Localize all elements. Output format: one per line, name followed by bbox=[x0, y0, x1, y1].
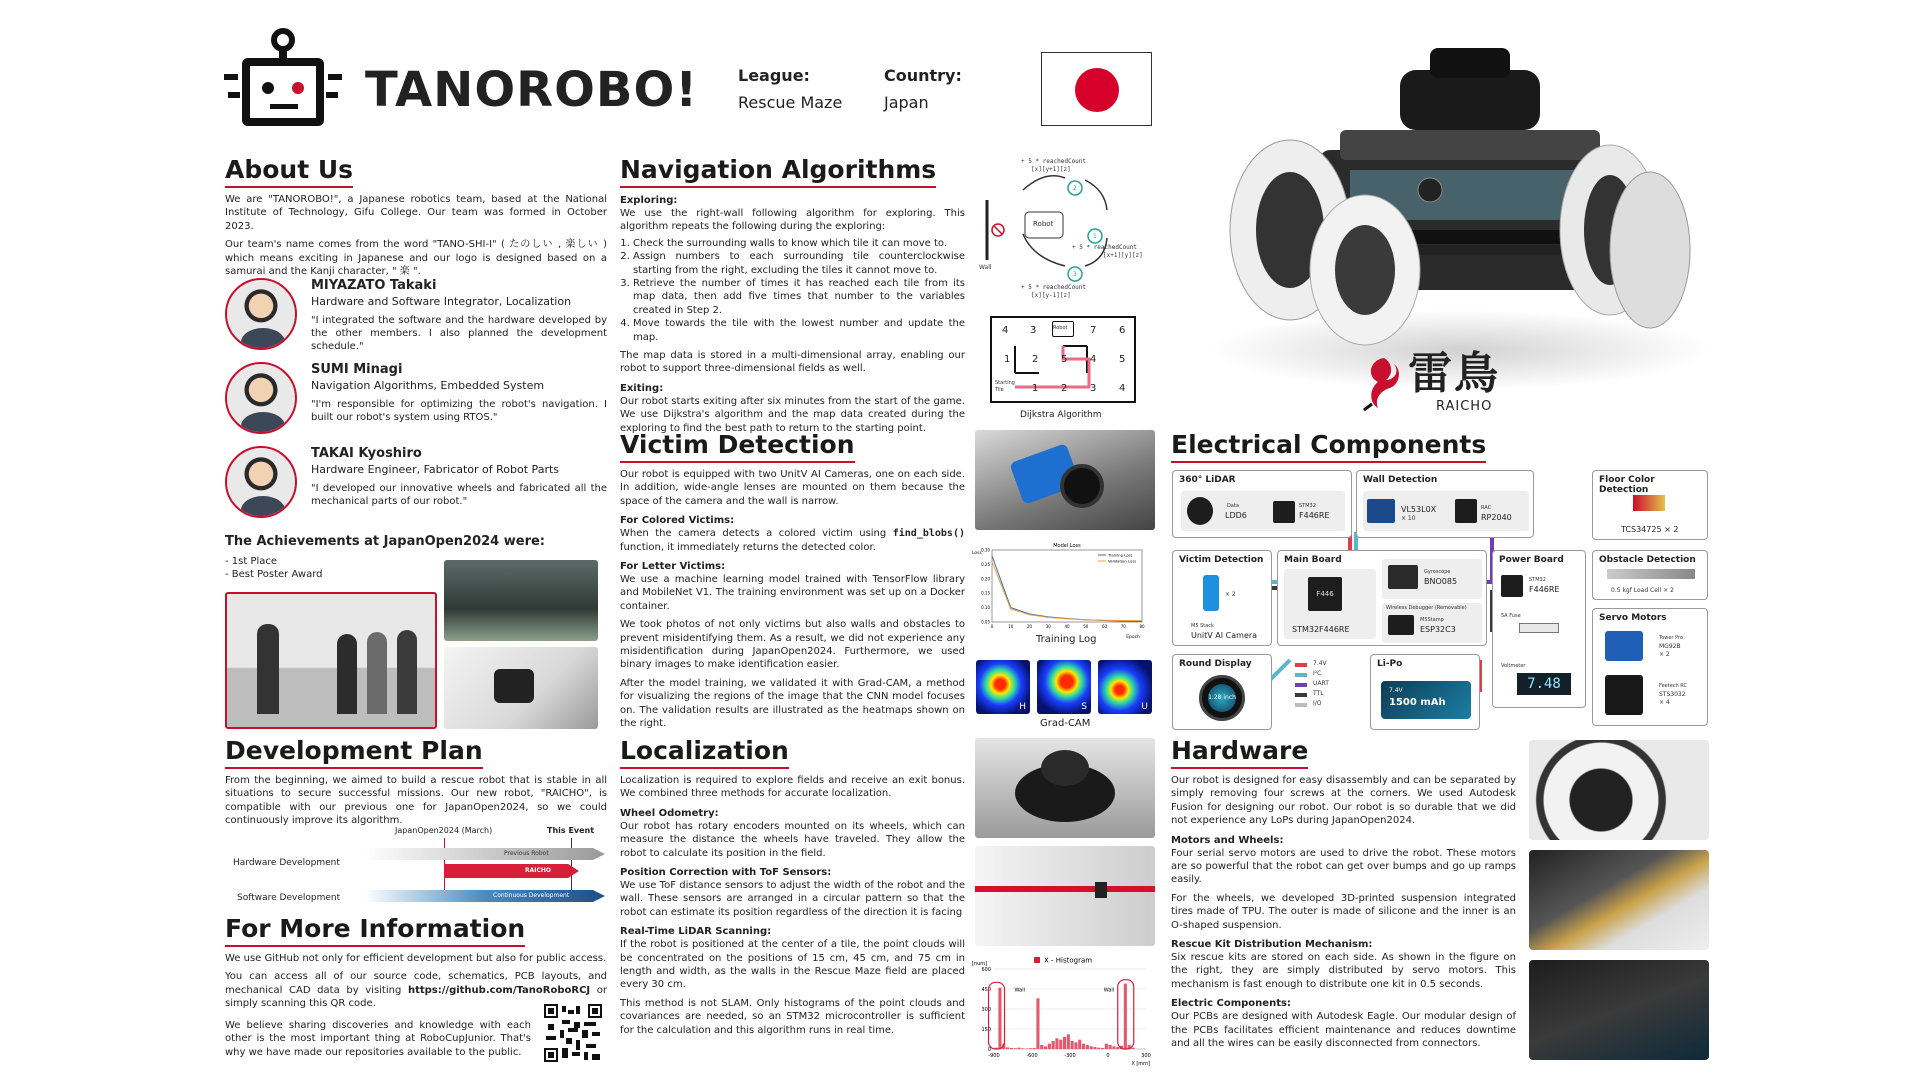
members-list bbox=[225, 278, 607, 518]
wire-legend bbox=[1295, 660, 1365, 720]
histogram-bar bbox=[1021, 1048, 1024, 1049]
victim-section bbox=[620, 430, 965, 731]
victim-text-2: When the camera detects a colored victim using find_blobs() function, it immediately returns the detected color. bbox=[620, 528, 965, 553]
y-tick-label: 0.30 bbox=[981, 547, 990, 553]
chip-count: × 2 bbox=[1225, 591, 1236, 598]
victim-letter-heading: For Letter Victims: bbox=[620, 561, 726, 573]
diag-bottom-index: [x][y-1][z] bbox=[1031, 292, 1071, 299]
nav-exiting-heading: Exiting: bbox=[620, 382, 664, 394]
histogram-bar bbox=[1025, 1048, 1028, 1049]
avatar bbox=[225, 278, 297, 350]
x-tick-label: 60 bbox=[1101, 624, 1108, 629]
nav-step: 1. Check the surrounding walls to know which tile it can move to. bbox=[633, 237, 965, 250]
mcu-chip-icon bbox=[1455, 499, 1477, 523]
histogram-bar bbox=[1086, 1045, 1089, 1049]
raicho-kanji: 雷鳥 bbox=[1408, 348, 1500, 399]
x-tick-label: -300 bbox=[1064, 1053, 1076, 1059]
chip-vendor: Data bbox=[1227, 503, 1239, 509]
legend-label: I/O bbox=[1313, 700, 1322, 707]
member-card bbox=[225, 362, 605, 434]
x-tick-label: 0 bbox=[1106, 1053, 1110, 1059]
servo-motor-icon bbox=[1605, 631, 1643, 661]
y-tick-label: 0.05 bbox=[981, 619, 990, 625]
info-text-1: We use GitHub not only for efficient development but also for public access. bbox=[225, 953, 607, 964]
tof-sensor-icon bbox=[1367, 499, 1395, 523]
nav-title: Navigation Algorithms bbox=[620, 155, 936, 188]
chip-vendor: Gyroscope bbox=[1424, 569, 1451, 575]
hw-text-2: Four serial servo motors are used to drive the robot. These motors are so powerful that the robot can get over bumps and go up ramps easily. bbox=[1171, 847, 1516, 886]
round-display-box bbox=[1172, 654, 1272, 730]
diag-num-3: 3 bbox=[1073, 271, 1077, 278]
member-role: Navigation Algorithms, Embedded System bbox=[311, 379, 545, 392]
histogram-bar bbox=[1097, 1048, 1100, 1049]
loc-heading-3: Real-Time LiDAR Scanning: bbox=[620, 926, 772, 938]
y-tick-label: 0.20 bbox=[981, 576, 990, 582]
bar-previous bbox=[365, 848, 605, 860]
gyroscope-icon bbox=[1388, 565, 1418, 589]
debugger-label: Wireless Debugger (Removable) bbox=[1386, 605, 1467, 611]
hw-text-4: Six rescue kits are stored on each side. As shown in the figure on the right, they are simply distributed by servo motors. This mechanism is fast enough to distribute one kit in 0.5 seconds. bbox=[1171, 952, 1516, 990]
servo-motor-icon bbox=[1605, 675, 1643, 715]
main-board-box bbox=[1277, 550, 1487, 646]
y-axis-label: [num] bbox=[972, 961, 988, 967]
hw-text-3: For the wheels, we developed 3D-printed suspension integrated tires made of TPU. The outer is made of silicone and the inner is an O-shaped suspension. bbox=[1171, 892, 1516, 931]
chip-vendor: M5Stamp bbox=[1420, 617, 1444, 623]
dijkstra-grid bbox=[990, 316, 1136, 403]
x-tick-label: -600 bbox=[1026, 1053, 1038, 1059]
x-tick-label: 80 bbox=[1139, 624, 1145, 629]
chart-title: X - Histogram bbox=[1044, 956, 1093, 965]
lidar-photo bbox=[975, 738, 1155, 838]
battery-capacity: 1500 mAh bbox=[1389, 697, 1446, 708]
grid-cell: 5 bbox=[1061, 354, 1068, 365]
nav-steps bbox=[620, 237, 965, 344]
histogram-bar bbox=[1010, 1048, 1013, 1049]
member-quote: "I'm responsible for optimizing the robot's navigation. I built our robot's system using RTOS." bbox=[311, 399, 607, 423]
wall-label: Wall bbox=[1014, 987, 1026, 994]
member-quote: "I integrated the software and the hardware developed by the other members. I also planned the development schedule." bbox=[311, 315, 607, 352]
achievement-item: - Best Poster Award bbox=[225, 569, 323, 580]
bar-continuous-label: Continuous Development bbox=[493, 892, 570, 899]
code-find-blobs: find_blobs() bbox=[892, 528, 965, 540]
chip-count: × 10 bbox=[1401, 515, 1416, 522]
histogram-bar bbox=[1006, 1047, 1009, 1049]
info-text-2: You can access all of our source code, schematics, PCB layouts, and mechanical CAD data by visiting https://github.com/TanoRoboRCJ or simply scanning this QR code. bbox=[225, 971, 607, 1010]
histogram-bar bbox=[1014, 1048, 1017, 1049]
wall-label: Wall bbox=[1103, 987, 1115, 994]
team-logo bbox=[224, 28, 342, 128]
x-tick-label: 0 bbox=[990, 624, 994, 629]
box-title: Victim Detection bbox=[1179, 555, 1264, 565]
localization-title: Localization bbox=[620, 736, 789, 769]
debugger-icon bbox=[1388, 615, 1414, 635]
timeline-col-label: This Event bbox=[547, 826, 595, 835]
histogram-bar bbox=[1017, 1048, 1020, 1049]
y-tick-label: 450 bbox=[981, 987, 991, 993]
devplan-title: Development Plan bbox=[225, 736, 483, 769]
x-tick-label: -900 bbox=[988, 1053, 1000, 1059]
chip-vendor: Feetech RC bbox=[1659, 683, 1688, 689]
grid-cell: 3 bbox=[1090, 383, 1097, 394]
diag-num-2: 2 bbox=[1073, 185, 1077, 192]
grid-robot: Robot bbox=[1053, 325, 1068, 331]
victim-text-5: After the model training, we validated it with Grad-CAM, a method for visualizing the regions of the image that the CNN model focuses on. The validation results are illustrated as the heatmaps shown on the right. bbox=[620, 677, 965, 730]
grid-cell: 4 bbox=[1119, 383, 1126, 394]
x-tick-label: 20 bbox=[1026, 624, 1033, 629]
histogram-bar bbox=[1033, 1048, 1036, 1049]
battery-icon bbox=[1381, 681, 1471, 719]
loc-text-2: Our robot has rotary encoders mounted on its wheels, which can measure the distance the wheels have traveled. They allow the robot to calculate its position in the field. bbox=[620, 820, 965, 859]
legend-swatch bbox=[1295, 673, 1307, 677]
nav-text-1: We use the right-wall following algorithm for exploring. This algorithm repeats the following during the exploring: bbox=[620, 208, 965, 233]
japan-flag bbox=[1041, 52, 1152, 126]
member-name: MIYAZATO Takaki bbox=[311, 278, 437, 293]
display-reading: 1.28 inch bbox=[1208, 684, 1236, 712]
victim-text-1: Our robot is equipped with two UnitV AI Cameras, one on each side. In addition, wide-angle lenses are mounted on them because the space of the camera and the wall is narrow. bbox=[620, 469, 965, 507]
x-tick-label: 30 bbox=[1045, 624, 1051, 629]
timeline-col-label: JapanOpen2024 (March) bbox=[395, 826, 493, 835]
about-text-2: Our team's name comes from the word "TANO-SHI-I" ( たのしい , 楽しい ) which means exciting in Japanese and our logo is designed based on a samurai and the Kanji character, " 楽 ". bbox=[225, 239, 607, 278]
histogram-bar bbox=[998, 988, 1001, 1049]
color-sensor-icon bbox=[1633, 495, 1665, 511]
wall-detection-box bbox=[1356, 470, 1534, 538]
legend-swatch bbox=[1295, 683, 1307, 687]
diag-right-index: [x+1][y][z] bbox=[1103, 252, 1143, 259]
gradcam-heatmap-u: U bbox=[1098, 660, 1152, 714]
x-tick-label: 40 bbox=[1064, 624, 1070, 629]
nav-step: 2. Assign numbers to each surrounding tile counterclockwise starting from the right, excluding the tiles it cannot move to. bbox=[633, 250, 965, 277]
about-section bbox=[225, 155, 607, 278]
about-text-1: We are "TANOROBO!", a Japanese robotics team, based at the National Institute of Technology, Gifu College. Our team was formed in October 2023. bbox=[225, 194, 607, 232]
grid-cell: 3 bbox=[1030, 325, 1037, 336]
nav-step: 4. Move towards the tile with the lowest number and update the map. bbox=[633, 317, 965, 344]
histogram-bar bbox=[1067, 1034, 1070, 1049]
country-label: Country: bbox=[884, 66, 962, 85]
country-value: Japan bbox=[884, 93, 929, 112]
fuse-icon bbox=[1519, 623, 1559, 633]
mcu-chip-icon bbox=[1273, 501, 1295, 523]
chip-name: ESP32C3 bbox=[1420, 625, 1456, 634]
lidar-box bbox=[1172, 470, 1352, 538]
chart-title: Model Loss bbox=[1053, 543, 1081, 549]
hardware-section bbox=[1171, 736, 1516, 1051]
info-section bbox=[225, 914, 607, 1011]
tof-photo bbox=[975, 846, 1155, 946]
diag-robot-label: Robot bbox=[1033, 220, 1054, 228]
legend-label: Validation Loss bbox=[1108, 558, 1137, 564]
bar-raicho bbox=[444, 864, 579, 878]
x-tick-label: 70 bbox=[1120, 624, 1126, 629]
diag-wall-label: Wall bbox=[979, 264, 992, 271]
histogram-bar bbox=[1040, 1045, 1043, 1049]
box-title: Floor Color Detection bbox=[1599, 475, 1655, 495]
chip-vendor: STM32 bbox=[1299, 503, 1316, 509]
histogram-bar bbox=[1044, 1046, 1047, 1049]
qr-code[interactable] bbox=[544, 1004, 602, 1062]
load-cell-icon bbox=[1607, 569, 1695, 579]
histogram-bar bbox=[1048, 1044, 1051, 1049]
timeline-row-label: Software Development bbox=[237, 893, 341, 903]
y-tick-label: 300 bbox=[981, 1007, 991, 1013]
grid-cell: 6 bbox=[1119, 325, 1126, 336]
main-mcu-icon: F446 bbox=[1308, 577, 1342, 611]
hw-heading-2: Rescue Kit Distribution Mechanism: bbox=[1171, 939, 1373, 951]
grid-cell: 7 bbox=[1090, 325, 1097, 336]
grid-cell: 5 bbox=[1119, 354, 1126, 365]
diag-right-label: + 5 * reachedCount bbox=[1072, 244, 1138, 251]
box-title: 360° LiDAR bbox=[1179, 475, 1236, 485]
member-role: Hardware and Software Integrator, Localization bbox=[311, 295, 572, 308]
histogram-bar bbox=[1116, 1047, 1119, 1049]
histogram-bar bbox=[1109, 1045, 1112, 1049]
chip-vendor: RAC bbox=[1481, 505, 1492, 511]
about-title: About Us bbox=[225, 155, 353, 188]
achievement-item: - 1st Place bbox=[225, 556, 278, 567]
floor-color-box bbox=[1592, 470, 1708, 540]
victim-title: Victim Detection bbox=[620, 430, 855, 463]
victim-detection-box bbox=[1172, 550, 1272, 646]
chip-vendor: M5 Stack bbox=[1191, 623, 1214, 629]
info-text-3: We believe sharing discoveries and knowledge with each other is the most important thing at RoboCupJunior. That's why we have made our repositories available to the public. bbox=[225, 1020, 531, 1058]
grid-cell: 2 bbox=[1061, 383, 1068, 394]
lipo-box bbox=[1370, 654, 1480, 730]
y-tick-label: 0.10 bbox=[981, 605, 990, 611]
victim-text-3: We use a machine learning model trained with TensorFlow library and MobileNet V1. The training environment was set up on a Docker container. bbox=[620, 574, 965, 612]
competition-photo bbox=[444, 560, 598, 641]
hardware-title: Hardware bbox=[1171, 736, 1308, 769]
avatar bbox=[225, 446, 297, 518]
histogram-chart bbox=[970, 955, 1152, 1067]
obstacle-box bbox=[1592, 550, 1708, 600]
histogram-bar bbox=[1090, 1046, 1093, 1049]
x-tick-label: 300 bbox=[1141, 1053, 1151, 1059]
nav-section bbox=[620, 155, 965, 435]
power-board-box bbox=[1492, 550, 1586, 708]
nav-text-2: The map data is stored in a multi-dimensional array, enabling our robot to support three-dimensional fields as well. bbox=[620, 350, 965, 375]
box-title: Round Display bbox=[1179, 659, 1252, 669]
chip-name: STS3032 bbox=[1659, 691, 1686, 698]
nav-exploring-heading: Exploring: bbox=[620, 195, 678, 206]
chip-count: × 2 bbox=[1659, 651, 1670, 658]
league-label: League: bbox=[738, 66, 810, 85]
dijkstra-caption: Dijkstra Algorithm bbox=[1020, 410, 1102, 420]
hw-heading-1: Motors and Wheels: bbox=[1171, 834, 1284, 846]
obstacle-chip: 0.5 kgf Load Cell × 2 bbox=[1611, 587, 1674, 594]
loc-text-5: This method is not SLAM. Only histograms of the point clouds and covariances are needed, so an STM32 microcontroller is sufficient for the calculation and this algorithm runs in real time. bbox=[620, 997, 965, 1036]
diag-bottom-label: + 5 * reachedCount bbox=[1021, 284, 1087, 291]
member-name: SUMI Minagi bbox=[311, 362, 403, 377]
raicho-name: RAICHO bbox=[1436, 399, 1493, 414]
loc-heading-1: Wheel Odometry: bbox=[620, 807, 719, 819]
histogram-bar bbox=[1036, 998, 1039, 1049]
grid-start: Starting Tile bbox=[995, 380, 1015, 393]
league-value: Rescue Maze bbox=[738, 93, 843, 112]
x-axis-label: Epoch bbox=[1126, 635, 1140, 640]
legend-label: 7.4V bbox=[1313, 660, 1327, 667]
round-display-icon bbox=[1199, 675, 1245, 721]
unitv-camera-icon bbox=[1203, 575, 1219, 611]
legend-swatch bbox=[1295, 663, 1307, 667]
y-axis-label: Loss bbox=[972, 551, 982, 556]
box-title: Power Board bbox=[1499, 555, 1564, 565]
lidar-sensor-icon bbox=[1187, 497, 1213, 525]
legend-swatch bbox=[1295, 703, 1307, 707]
wheel-photo bbox=[1529, 740, 1709, 840]
award-photo bbox=[225, 592, 437, 729]
chip-name: MG92B bbox=[1659, 643, 1681, 650]
floor-chip: TCS34725 × 2 bbox=[1621, 525, 1679, 534]
grid-cell: 2 bbox=[1032, 354, 1039, 365]
servo-box bbox=[1592, 608, 1708, 726]
chip-name: F446RE bbox=[1299, 511, 1330, 520]
chip-name: BNO085 bbox=[1424, 577, 1458, 586]
bar-raicho-label: RAICHO bbox=[525, 867, 552, 874]
battery-voltage: 7.4V bbox=[1389, 687, 1403, 694]
gradcam-caption: Grad-CAM bbox=[1040, 718, 1091, 729]
histogram-bar bbox=[1071, 1041, 1074, 1049]
gradcam-heatmap-s: S bbox=[1037, 660, 1091, 714]
victim-text-4: We took photos of not only victims but also walls and obstacles to prevent misidentifying them. As a result, we did not experience any misidentification during JapanOpen2024. Furthermore, we used binary images to make identification easier. bbox=[620, 619, 965, 671]
y-tick-label: 0.25 bbox=[981, 561, 990, 567]
timeline-row-label: Hardware Development bbox=[233, 858, 340, 868]
histogram-bar bbox=[1124, 984, 1127, 1049]
voltmeter-display: 7.48 bbox=[1517, 673, 1571, 695]
legend-label: Training Loss bbox=[1108, 552, 1133, 558]
gradcam-heatmap-h: H bbox=[976, 660, 1030, 714]
histogram-bar bbox=[1112, 1046, 1115, 1049]
nav-text-3: Our robot starts exiting after six minutes from the start of the game. We use Dijkstra's algorithm and the map data created during the exploring to find the best path to return to the starting point. bbox=[620, 395, 965, 434]
achievements-title: The Achievements at JapanOpen2024 were: bbox=[225, 534, 545, 549]
histogram-bar bbox=[1029, 1048, 1032, 1049]
histogram-bar bbox=[1052, 1041, 1055, 1049]
box-title: Li-Po bbox=[1377, 659, 1403, 669]
elec-title: Electrical Components bbox=[1171, 430, 1486, 463]
histogram-bar bbox=[1082, 1044, 1085, 1049]
loc-text-4: If the robot is positioned at the center of a tile, the point clouds will be concentrated on the positions of 15 cm, 45 cm, and 75 cm in length and width, as the walls in the Rescue Maze field are placed every 30 cm. bbox=[620, 939, 965, 991]
loc-text-3: We use ToF distance sensors to adjust the width of the robot and the wall. These sensors are arranged in a circular pattern so that the robot can estimate its position regardless of the direction it is facing bbox=[620, 880, 965, 918]
grid-cell: 1 bbox=[1004, 354, 1011, 365]
avatar bbox=[225, 362, 297, 434]
histogram-bar bbox=[1063, 1037, 1066, 1049]
diag-top-index: [x][y+1][z] bbox=[1031, 166, 1071, 173]
devplan-text: From the beginning, we aimed to build a rescue robot that is stable in all situations to secure successful missions. Our new robot, "RAICHO", is compatible with our previous one for JapanOpen2024, so we could continuously improve its algorithm. bbox=[225, 775, 607, 827]
member-card bbox=[225, 446, 605, 518]
legend-label: TTL bbox=[1313, 690, 1324, 697]
raicho-logo-mark bbox=[1360, 354, 1408, 412]
member-name: TAKAI Kyoshiro bbox=[311, 446, 422, 461]
hw-heading-3: Electric Components: bbox=[1171, 998, 1291, 1010]
chip-name: LDD6 bbox=[1225, 511, 1247, 520]
chip-vendor: STM32 bbox=[1529, 577, 1546, 583]
grid-cell: 1 bbox=[1032, 383, 1039, 394]
box-title: Main Board bbox=[1284, 555, 1342, 565]
wall-follow-diagram bbox=[975, 150, 1155, 300]
histogram-bar bbox=[1093, 1047, 1096, 1049]
histogram-bar bbox=[1074, 1042, 1077, 1049]
x-tick-label: 10 bbox=[1008, 624, 1014, 629]
chip-name: VL53L0X bbox=[1401, 505, 1437, 514]
training-chart-caption: Training Log bbox=[1036, 634, 1097, 645]
legend-label: I²C bbox=[1313, 670, 1322, 677]
x-tick-label: 50 bbox=[1083, 624, 1089, 629]
box-title: Servo Motors bbox=[1599, 613, 1667, 623]
brand-name: TANOROBO! bbox=[365, 62, 699, 118]
fuse-label: 5A Fuse bbox=[1501, 613, 1521, 619]
localization-section bbox=[620, 736, 965, 1037]
box-title: Obstacle Detection bbox=[1599, 555, 1696, 565]
grid-cell: 4 bbox=[1002, 325, 1009, 336]
legend-swatch bbox=[1034, 957, 1040, 963]
info-title: For More Information bbox=[225, 914, 525, 947]
chip-name: STM32F446RE bbox=[1292, 625, 1350, 634]
camera-photo bbox=[975, 430, 1155, 530]
y-tick-label: 0 bbox=[987, 1047, 991, 1053]
histogram-bar bbox=[1131, 1048, 1134, 1049]
chip-count: × 4 bbox=[1659, 699, 1670, 706]
chip-name: F446RE bbox=[1529, 585, 1560, 594]
box-title: Wall Detection bbox=[1363, 475, 1438, 485]
chip-name: RP2040 bbox=[1481, 513, 1512, 522]
training-chart bbox=[970, 540, 1150, 645]
pcb-photo bbox=[1529, 960, 1709, 1060]
histogram-bar bbox=[1055, 1038, 1058, 1049]
loc-heading-2: Position Correction with ToF Sensors: bbox=[620, 867, 832, 879]
member-role: Hardware Engineer, Fabricator of Robot Parts bbox=[311, 463, 560, 476]
legend-label: UART bbox=[1313, 680, 1329, 687]
histogram-bar bbox=[1101, 1048, 1104, 1049]
diag-top-label: + 5 * reachedCount bbox=[1021, 158, 1087, 165]
histogram-bar bbox=[1059, 1040, 1062, 1049]
devplan-timeline bbox=[225, 824, 607, 904]
chip-name: UnitV AI Camera bbox=[1191, 631, 1258, 640]
loc-text-1: Localization is required to explore fields and receive an exit bonus. We combined three methods for accurate localization. bbox=[620, 775, 965, 800]
y-tick-label: 150 bbox=[981, 1027, 991, 1033]
histogram-bar bbox=[1078, 1040, 1081, 1049]
devplan-section bbox=[225, 736, 607, 828]
bar-previous-label: Previous Robot bbox=[504, 850, 549, 857]
victim-colored-heading: For Colored Victims: bbox=[620, 515, 735, 527]
y-tick-label: 600 bbox=[981, 967, 991, 973]
legend-swatch bbox=[1295, 693, 1307, 697]
hw-text-1: Our robot is designed for easy disassembly and can be separated by simply removing four screws at the corners. We used Autodesk Fusion for designing our robot. Our robot is so durable that we did not experience any LoPs during JapanOpen2024. bbox=[1171, 775, 1516, 827]
hw-text-5: Our PCBs are designed with Autodesk Eagle. Our modular design of the PCBs facilitates efficient maintenance and reduces downtime and all the wires can be easily disconnected from connectors. bbox=[1171, 1011, 1516, 1050]
nav-step: 3. Retrieve the number of times it has reached each tile from its map data, then add five times that number to the variables created in Step 2. bbox=[633, 277, 965, 317]
diag-num-1: 1 bbox=[1093, 233, 1097, 240]
github-link[interactable]: https://github.com/TanoRoboRCJ bbox=[407, 984, 591, 996]
x-axis-label: X [mm] bbox=[1131, 1061, 1150, 1067]
mcu-chip-icon bbox=[1501, 575, 1523, 597]
maze-photo bbox=[444, 647, 598, 729]
member-quote: "I developed our innovative wheels and fabricated all the mechanical parts of our robot." bbox=[311, 483, 607, 507]
y-tick-label: 0.15 bbox=[981, 590, 990, 596]
histogram-bar bbox=[1105, 1044, 1108, 1049]
member-card bbox=[225, 278, 605, 350]
voltmeter-label: Voltmeter bbox=[1501, 663, 1526, 669]
grid-cell: 4 bbox=[1090, 354, 1097, 365]
mechanism-photo bbox=[1529, 850, 1709, 950]
chip-vendor: Tower Pro bbox=[1659, 635, 1684, 641]
